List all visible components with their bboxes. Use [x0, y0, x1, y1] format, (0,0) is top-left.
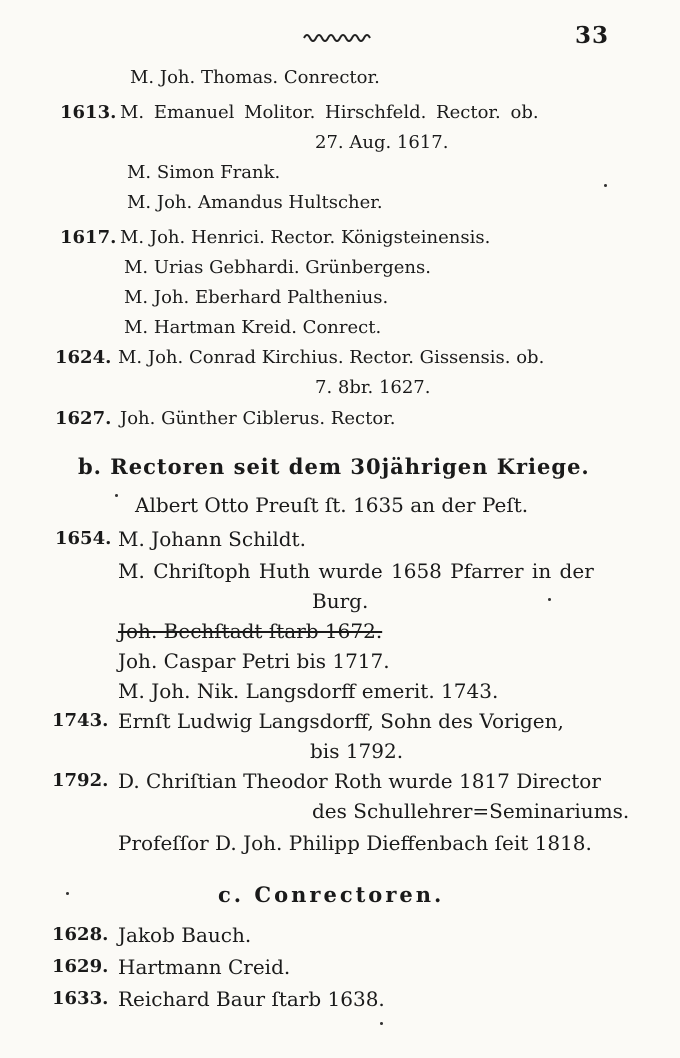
entry-text: M. Hartman Kreid. Conrect.	[124, 317, 382, 338]
entry-year: 1792.	[52, 770, 109, 791]
entry-text: M. Joh. Conrad Kirchius. Rector. Gissensis. ob.	[118, 347, 545, 368]
entry-text: M. Joh. Amandus Hultscher.	[127, 192, 383, 213]
entry-text: M. Simon Frank.	[127, 162, 281, 183]
entry-text: 27. Aug. 1617.	[315, 132, 449, 153]
ornament-rule	[302, 28, 372, 44]
entry-text-struck: Joh. Bechſtadt ſtarb 1672.	[118, 619, 383, 643]
section-heading: c. Conrectoren.	[218, 882, 445, 907]
entry-text: M. Chriſtoph Huth wurde 1658 Pfarrer in der	[118, 559, 594, 583]
entry-text: M. Joh. Nik. Langsdorff emerit. 1743.	[118, 679, 499, 703]
print-speck	[115, 494, 118, 497]
entry-text: Hartmann Creid.	[118, 955, 291, 979]
entry-text: M. Emanuel Molitor. Hirschfeld. Rector. ob.	[120, 102, 539, 123]
entry-year: 1743.	[52, 710, 109, 731]
entry-text: Reichard Baur ſtarb 1638.	[118, 987, 385, 1011]
print-speck	[380, 1022, 383, 1025]
entry-text: M. Joh. Henrici. Rector. Königsteinensis.	[120, 227, 491, 248]
entry-year: 1633.	[52, 988, 109, 1009]
entry-text: Burg.	[312, 589, 369, 613]
entry-text: des Schullehrer=Seminariums.	[312, 799, 630, 823]
entry-text: M. Johann Schildt.	[118, 527, 306, 551]
entry-year: 1629.	[52, 956, 109, 977]
entry-year: 1627.	[55, 408, 112, 429]
entry-text: M. Urias Gebhardi. Grünbergens.	[124, 257, 431, 278]
entry-text: Joh. Caspar Petri bis 1717.	[118, 649, 390, 673]
entry-text: Ernſt Ludwig Langsdorff, Sohn des Vorigen,	[118, 709, 564, 733]
entry-text: Jakob Bauch.	[118, 923, 252, 947]
entry-text: 7. 8br. 1627.	[315, 377, 431, 398]
entry-year: 1654.	[55, 528, 112, 549]
entry-text: D. Chriſtian Theodor Roth wurde 1817 Director	[118, 769, 601, 793]
section-heading: b. Rectoren seit dem 30jährigen Kriege.	[78, 454, 590, 479]
print-speck	[548, 598, 551, 601]
entry-text: Albert Otto Preuſt ſt. 1635 an der Peſt.	[135, 493, 529, 517]
entry-text: Joh. Günther Ciblerus. Rector.	[120, 408, 396, 429]
print-speck	[66, 892, 69, 895]
entry-year: 1624.	[55, 347, 112, 368]
page-number: 33	[575, 22, 610, 49]
entry-text: M. Joh. Thomas. Conrector.	[130, 67, 380, 88]
entry-year: 1613.	[60, 102, 117, 123]
print-speck	[604, 184, 607, 187]
entry-year: 1617.	[60, 227, 117, 248]
entry-text: M. Joh. Eberhard Palthenius.	[124, 287, 389, 308]
entry-text: Profeſſor D. Joh. Philipp Dieffenbach ſeit 1818.	[118, 831, 592, 855]
entry-year: 1628.	[52, 924, 109, 945]
entry-text: bis 1792.	[310, 739, 404, 763]
